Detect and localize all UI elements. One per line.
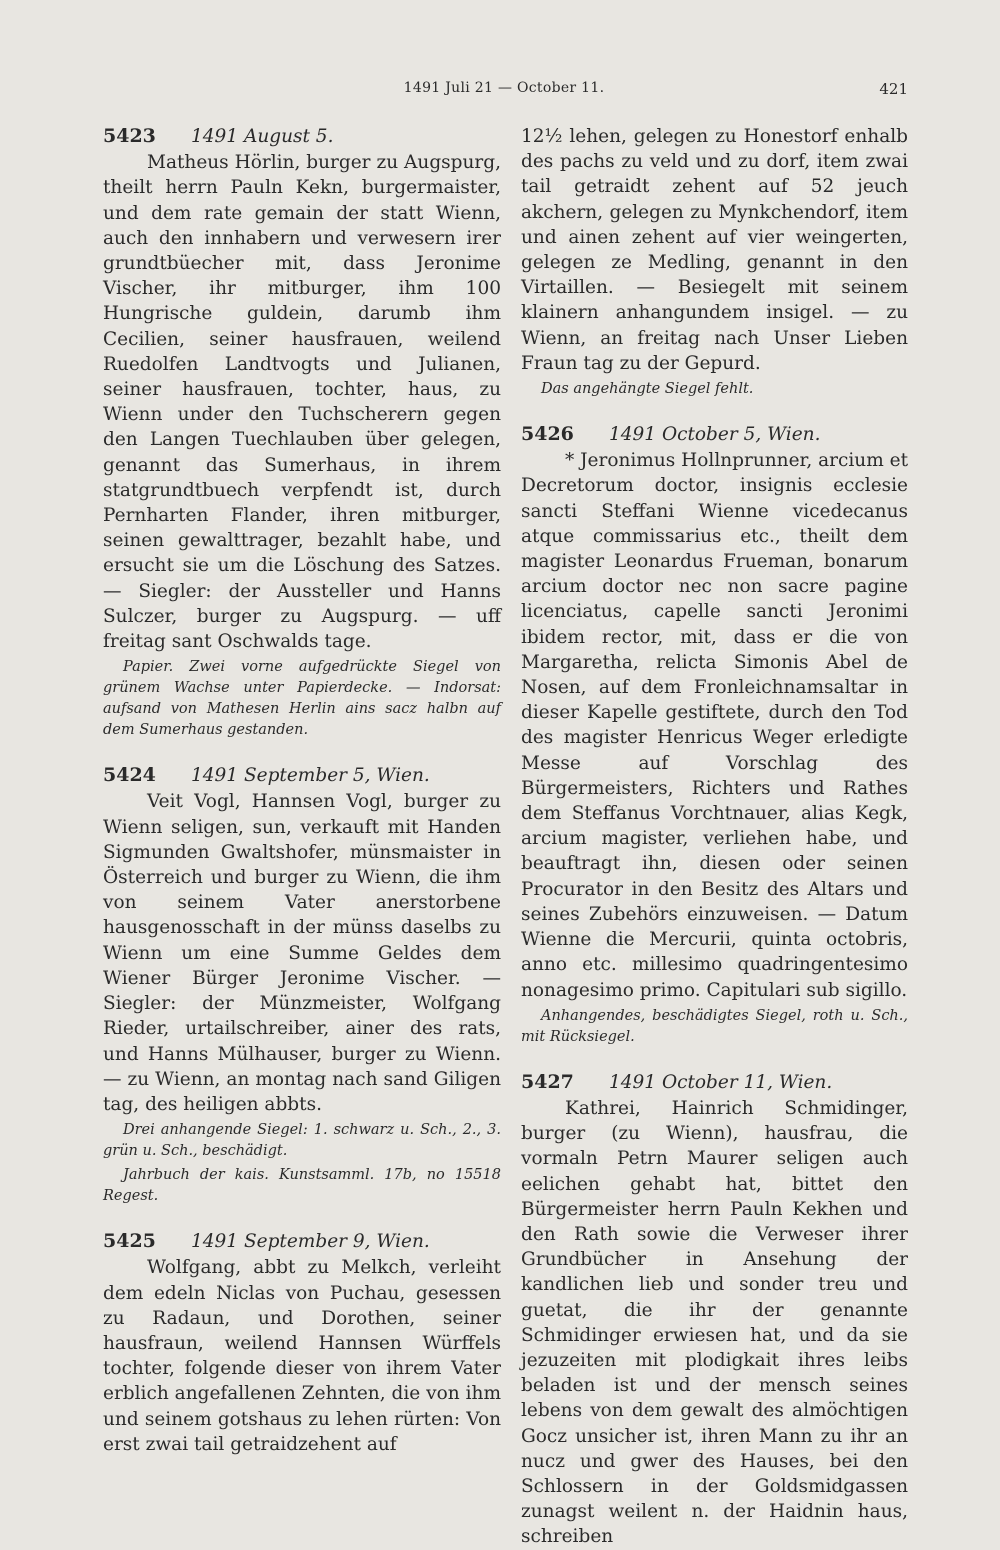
entry-5423 [103,124,501,741]
entry-5424 [103,763,501,1207]
left-column [103,124,501,1457]
right-column [521,124,908,1550]
entry-text: 12½ lehen, gelegen zu Honestorf enhalb des pachs zu veld und zu dorf, item zwai tail getraidt zehent auf 52 jeuch akchern, gelegen zu Mynkchendorf, item und ainen zehent auf vier weingerten, gelegen ze Medling, genannt in den Virtaillen. — Besiegelt mit seinem klainern anhangundem insigel. — zu Wienn, an freitag nach Unser Lieben Fraun tag zu der Gepurd. [521,126,908,374]
entry-note: Anhangendes, beschädigtes Siegel, roth u. Sch., mit Rücksiegel. [521,1007,908,1045]
date-range-heading: 1491 Juli 21 — October 11. [403,80,605,96]
entry-date: 1491 October 11, Wien. [609,1071,833,1093]
entry-text: Matheus Hörlin, burger zu Augspurg, theilt herrn Pauln Kekn, burgermaister, und dem rate gemain der statt Wienn, auch den innhabern und verwesern irer grundtbüecher mit, dass Jeronime Vischer, ihr mitburger, ihm 100 Hungrische guldein, darumb ihm Cecilien, seiner hausfrauen, weilend Ruedolfen Landtvogts und Julianen, seiner hausfrauen, tochter, haus, zu Wienn under den Tuchscherern gegen den Langen Tuechlauben über gelegen, genannt das Sumerhaus, in ihrem statgrundtbuech verpfendt ist, durch Pernharten Flander, ihren mitburger, seinen gewalttrager, bezahlt habe, und ersucht sie um die Löschung des Satzes. — Siegler: der Aussteller und Hanns Sulczer, burger zu Augspurg. — uff freitag sant Oschwalds tage. [103,152,501,653]
entry-text: Veit Vogl, Hannsen Vogl, burger zu Wienn seligen, sun, verkauft mit Handen Sigmunden Gwaltshofer, münsmaister in Österreich und burger zu Wienn, die ihm von seinem Vater anerstorbene hausgenosschaft in der münss daselbs zu Wienn um eine Summe Geldes dem Wiener Bürger Jeronime Vischer. — Siegler: der Münzmeister, Wolfgang Rieder, urtailschreiber, ainer des rats, und Hanns Mülhauser, burger zu Wienn. — zu Wienn, an montag nach sand Giligen tag, des heiligen abbts. [103,791,501,1115]
entry-text: Kathrei, Hainrich Schmidinger, burger (zu Wienn), hausfrau, die vormaln Petrn Maurer seligen auch eelichen gehabt hat, bittet den Bürgermeister herrn Pauln Kekhen und den Rath sowie die Verweser ihrer Grundbücher in Ansehung der kandlichen lieb und sonder treu und guetat, die ihr der genannte Schmidinger erwiesen hat, und da sie jezuzeiten mit plodigkait ihres leibs beladen ist und der mensch seines lebens von dem gewalt des almöchtigen Gocz unsicher ist, ihren Mann zu ihr an nucz und gwer des Hauses, bei den Schlossern in der Goldsmidgassen zunagst weilent n. der Haidnin haus, schreiben [521,1097,908,1548]
entry-date: 1491 August 5. [191,126,334,147]
entry-5426 [521,422,908,1048]
page-number: 421 [879,80,908,98]
entry-number: 5423 [103,125,156,147]
entry-text: * Jeronimus Hollnprunner, arcium et Decretorum doctor, insignis ecclesie sancti Steffani Wienne vicedecanus atque commissarius etc., theilt dem magister Leonardus Frueman, bonarum arcium doctor nec non sacre pagine licenciatus, capelle sancti Jeronimi ibidem rector, mit, dass er die von Margaretha, relicta Simonis Abel de Nosen, auf dem Fronleichnamsaltar in dieser Kapelle gestiftete, durch den Tod des magister Henricus Weger erledigte Messe auf Vorschlag des Bürgermeisters, Richters und Rathes dem Steffanus Vorchtnauer, alias Kegk, arcium magister, verliehen habe, und beauftragt ihn, diesen oder seinen Procurator in den Besitz des Altars und seines Zubehörs einzuweisen. — Datum Wienne die Mercurii, quinta octobris, anno etc. millesimo quadringentesimo nonagesimo primo. Capitulari sub sigillo. [521,450,908,1001]
entry-5425 [103,1229,501,1457]
entry-number: 5425 [103,1230,156,1253]
entry-number: 5427 [521,1070,574,1093]
entry-date: 1491 September 5, Wien. [191,765,430,787]
entry-note-reference: Jahrbuch der kais. Kunstsamml. 17b, no 15518 Regest. [103,1167,501,1205]
entry-date: 1491 October 5, Wien. [609,424,821,446]
entry-note: Das angehängte Siegel fehlt. [541,381,754,398]
entry-date: 1491 September 9, Wien. [191,1231,430,1253]
entry-5425-continued [521,124,908,400]
entry-5427 [521,1070,908,1550]
entry-note: Drei anhangende Siegel: 1. schwarz u. Sch., 2., 3. grün u. Sch., beschädigt. [103,1122,501,1160]
entry-number: 5426 [521,423,574,446]
entry-number: 5424 [103,764,156,787]
entry-text: Wolfgang, abbt zu Melkch, verleiht dem edeln Niclas von Puchau, gesessen zu Radaun, und Dorothen, seiner hausfraun, weilend Hannsen Würffels tochter, folgende dieser von ihrem Vater erblich angefallenen Zehnten, die von ihm und seinem gotshaus zu lehen rürten: Von erst zwai tail getraidzehent auf [103,1257,501,1455]
page-header [100,80,908,102]
entry-note: Papier. Zwei vorne aufgedrückte Siegel von grünem Wachse unter Papierdecke. — Indorsat: aufsand von Mathesen Herlin ains sacz halbn auf dem Sumerhaus gestanden. [103,659,501,739]
